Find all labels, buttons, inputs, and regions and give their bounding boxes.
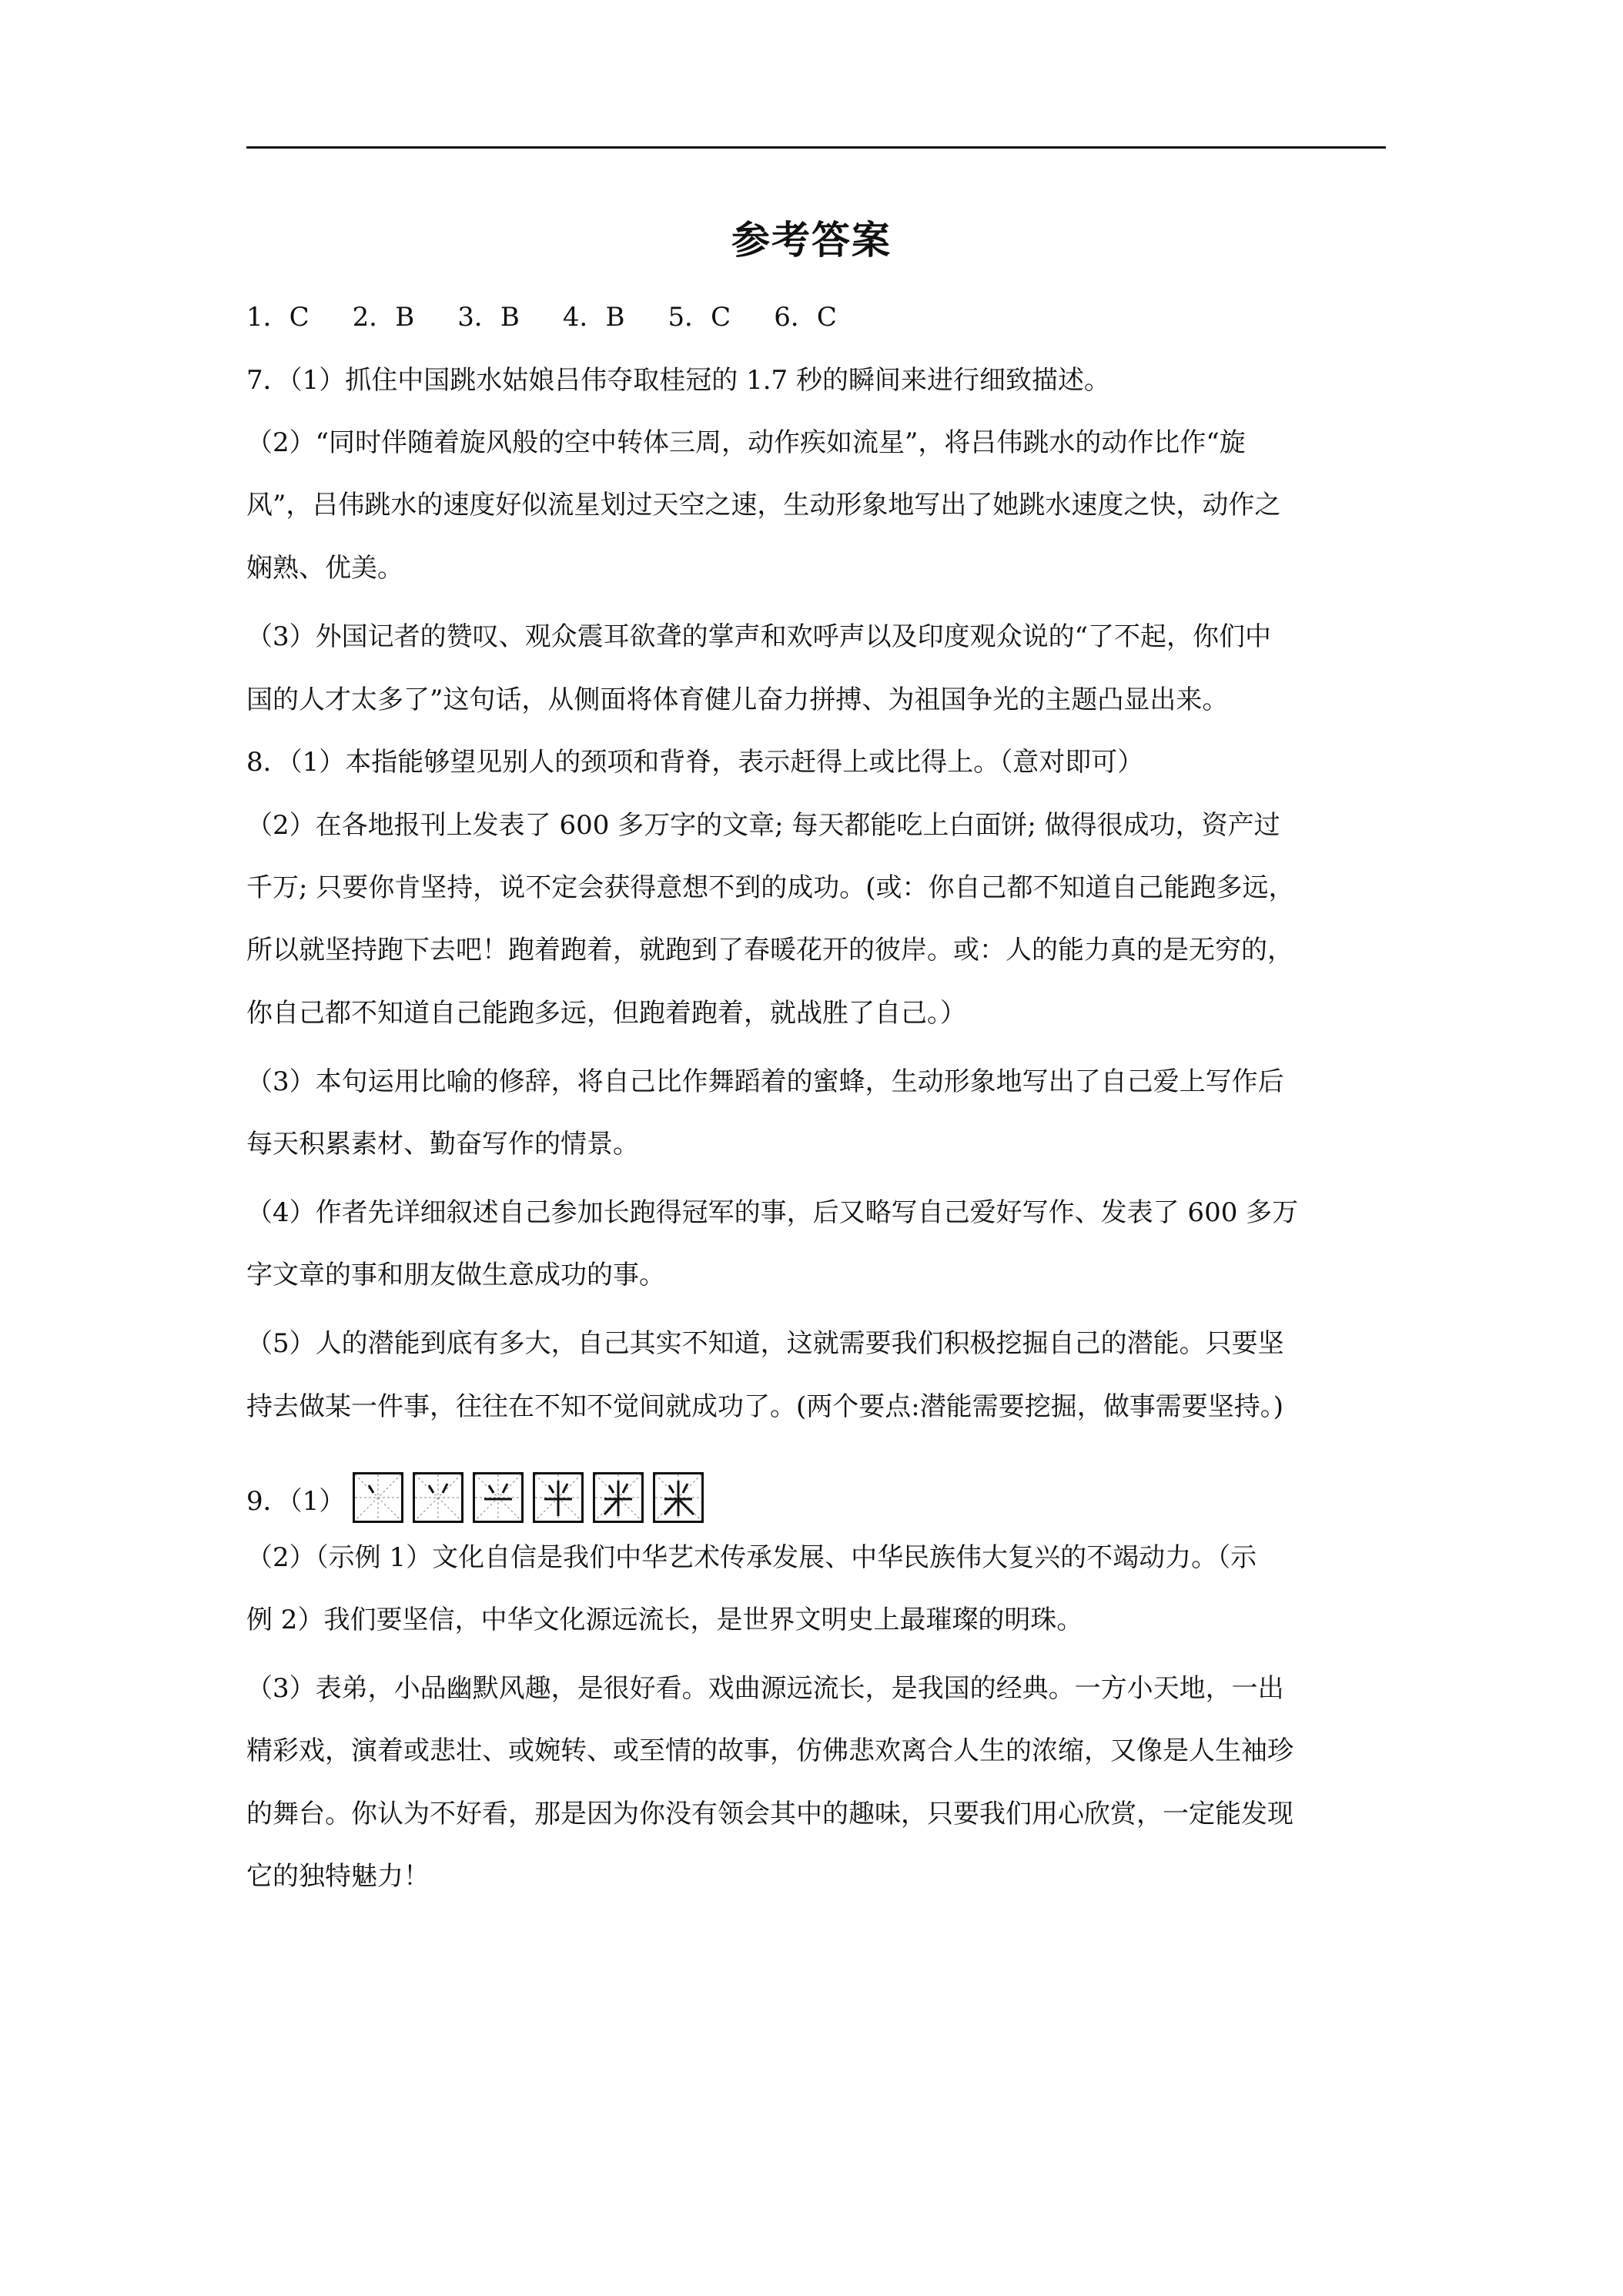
- answer-line: 例 2）我们要坚信，中华文化源远流长，是世界文明史上最璀璨的明珠。: [246, 1605, 1083, 1635]
- q9-label: 9．（1）: [246, 1486, 346, 1517]
- answer-line: （5）人的潜能到底有多大，自己其实不知道，这就需要我们积极挖掘自己的潜能。只要坚: [246, 1328, 1284, 1359]
- stroke-order-drawing-icon: [475, 1474, 521, 1521]
- answer-line: 字文章的事和朋友做生意成功的事。: [246, 1260, 665, 1290]
- stroke-order-drawing-icon: [535, 1474, 581, 1521]
- stroke-order-drawing-icon: [415, 1474, 461, 1521]
- answer-line: 所以就坚持跑下去吧！跑着跑着，就跑到了春暖花开的彼岸。或：人的能力真的是无穷的，: [246, 935, 1293, 966]
- stroke-order-cell: [593, 1472, 644, 1523]
- mc-answer: 2．B: [352, 302, 415, 333]
- mc-answer: 5．C: [668, 302, 731, 333]
- multiple-choice-answers: [246, 302, 1386, 333]
- answer-line: 每天积累素材、勤奋写作的情景。: [246, 1129, 639, 1160]
- stroke-order-drawing-icon: [355, 1474, 401, 1521]
- answer-line: 8．（1）本指能够望见别人的颈项和背脊，表示赶得上或比得上。（意对即可）: [246, 747, 1144, 778]
- mc-answer: 4．B: [562, 302, 625, 333]
- answer-line: 精彩戏，演着或悲壮、或婉转、或至情的故事，仿佛悲欢离合人生的浓缩，又像是人生袖珍: [246, 1735, 1293, 1766]
- answer-line: （3）本句运用比喻的修辞，将自己比作舞蹈着的蜜蜂，生动形象地写出了自己爱上写作后: [246, 1066, 1284, 1097]
- stroke-order-cell: [413, 1472, 463, 1523]
- answer-line: 国的人才太多了”这句话，从侧面将体育健儿奋力拼搏、为祖国争光的主题凸显出来。: [246, 684, 1229, 715]
- answer-line: 的舞台。你认为不好看，那是因为你没有领会其中的趣味，只要我们用心欣赏，一定能发现: [246, 1799, 1293, 1829]
- stroke-order-cell: [353, 1472, 403, 1523]
- answer-line: 7．（1）抓住中国跳水姑娘吕伟夺取桂冠的 1.7 秒的瞬间来进行细致描述。: [246, 365, 1110, 396]
- answer-line: （2）在各地报刊上发表了 600 多万字的文章; 每天都能吃上白面饼; 做得很成功，资产过: [246, 810, 1280, 841]
- stroke-order-drawing-icon: [655, 1474, 701, 1521]
- mc-answer: 3．B: [457, 302, 520, 333]
- q9-part1: [246, 1455, 1386, 1517]
- stroke-order-cell: [533, 1472, 584, 1523]
- mc-answer: 6．C: [774, 302, 837, 333]
- answer-line: 娴熟、优美。: [246, 553, 403, 584]
- answer-line: 持去做某一件事，往往在不知不觉间就成功了。(两个要点:潜能需要挖掘，做事需要坚持。): [246, 1391, 1283, 1422]
- answer-line: 风”，吕伟跳水的速度好似流星划过天空之速，生动形象地写出了她跳水速度之快，动作之: [246, 490, 1281, 520]
- answer-line: 千万; 只要你肯坚持，说不定会获得意想不到的成功。(或：你自己都不知道自己能跑多远，: [246, 872, 1295, 903]
- mc-answer: 1．C: [246, 302, 310, 333]
- stroke-order-drawing-icon: [595, 1474, 641, 1521]
- answer-line: （4）作者先详细叙述自己参加长跑得冠军的事，后又略写自己爱好写作、发表了 600 多万: [246, 1197, 1299, 1228]
- header-rule: [246, 146, 1386, 149]
- answer-line: （2）（示例 1）文化自信是我们中华艺术传承发展、中华民族伟大复兴的不竭动力。（示: [246, 1542, 1257, 1573]
- answer-line: 它的独特魅力！: [246, 1861, 430, 1892]
- page-title: 参考答案: [731, 218, 892, 263]
- answer-line: （3）外国记者的赞叹、观众震耳欲聋的掌声和欢呼声以及印度观众说的“了不起，你们中: [246, 621, 1272, 652]
- answer-line: 你自己都不知道自己能跑多远，但跑着跑着，就战胜了自己。）: [246, 998, 966, 1029]
- answer-line: （2）“同时伴随着旋风般的空中转体三周，动作疾如流星”，将吕伟跳水的动作比作“旋: [246, 427, 1246, 458]
- stroke-order-cell: [653, 1472, 704, 1523]
- answer-line: （3）表弟，小品幽默风趣，是很好看。戏曲源远流长，是我国的经典。一方小天地，一出: [246, 1673, 1284, 1704]
- stroke-order-cell: [473, 1472, 524, 1523]
- stroke-order-grid: [353, 1472, 704, 1523]
